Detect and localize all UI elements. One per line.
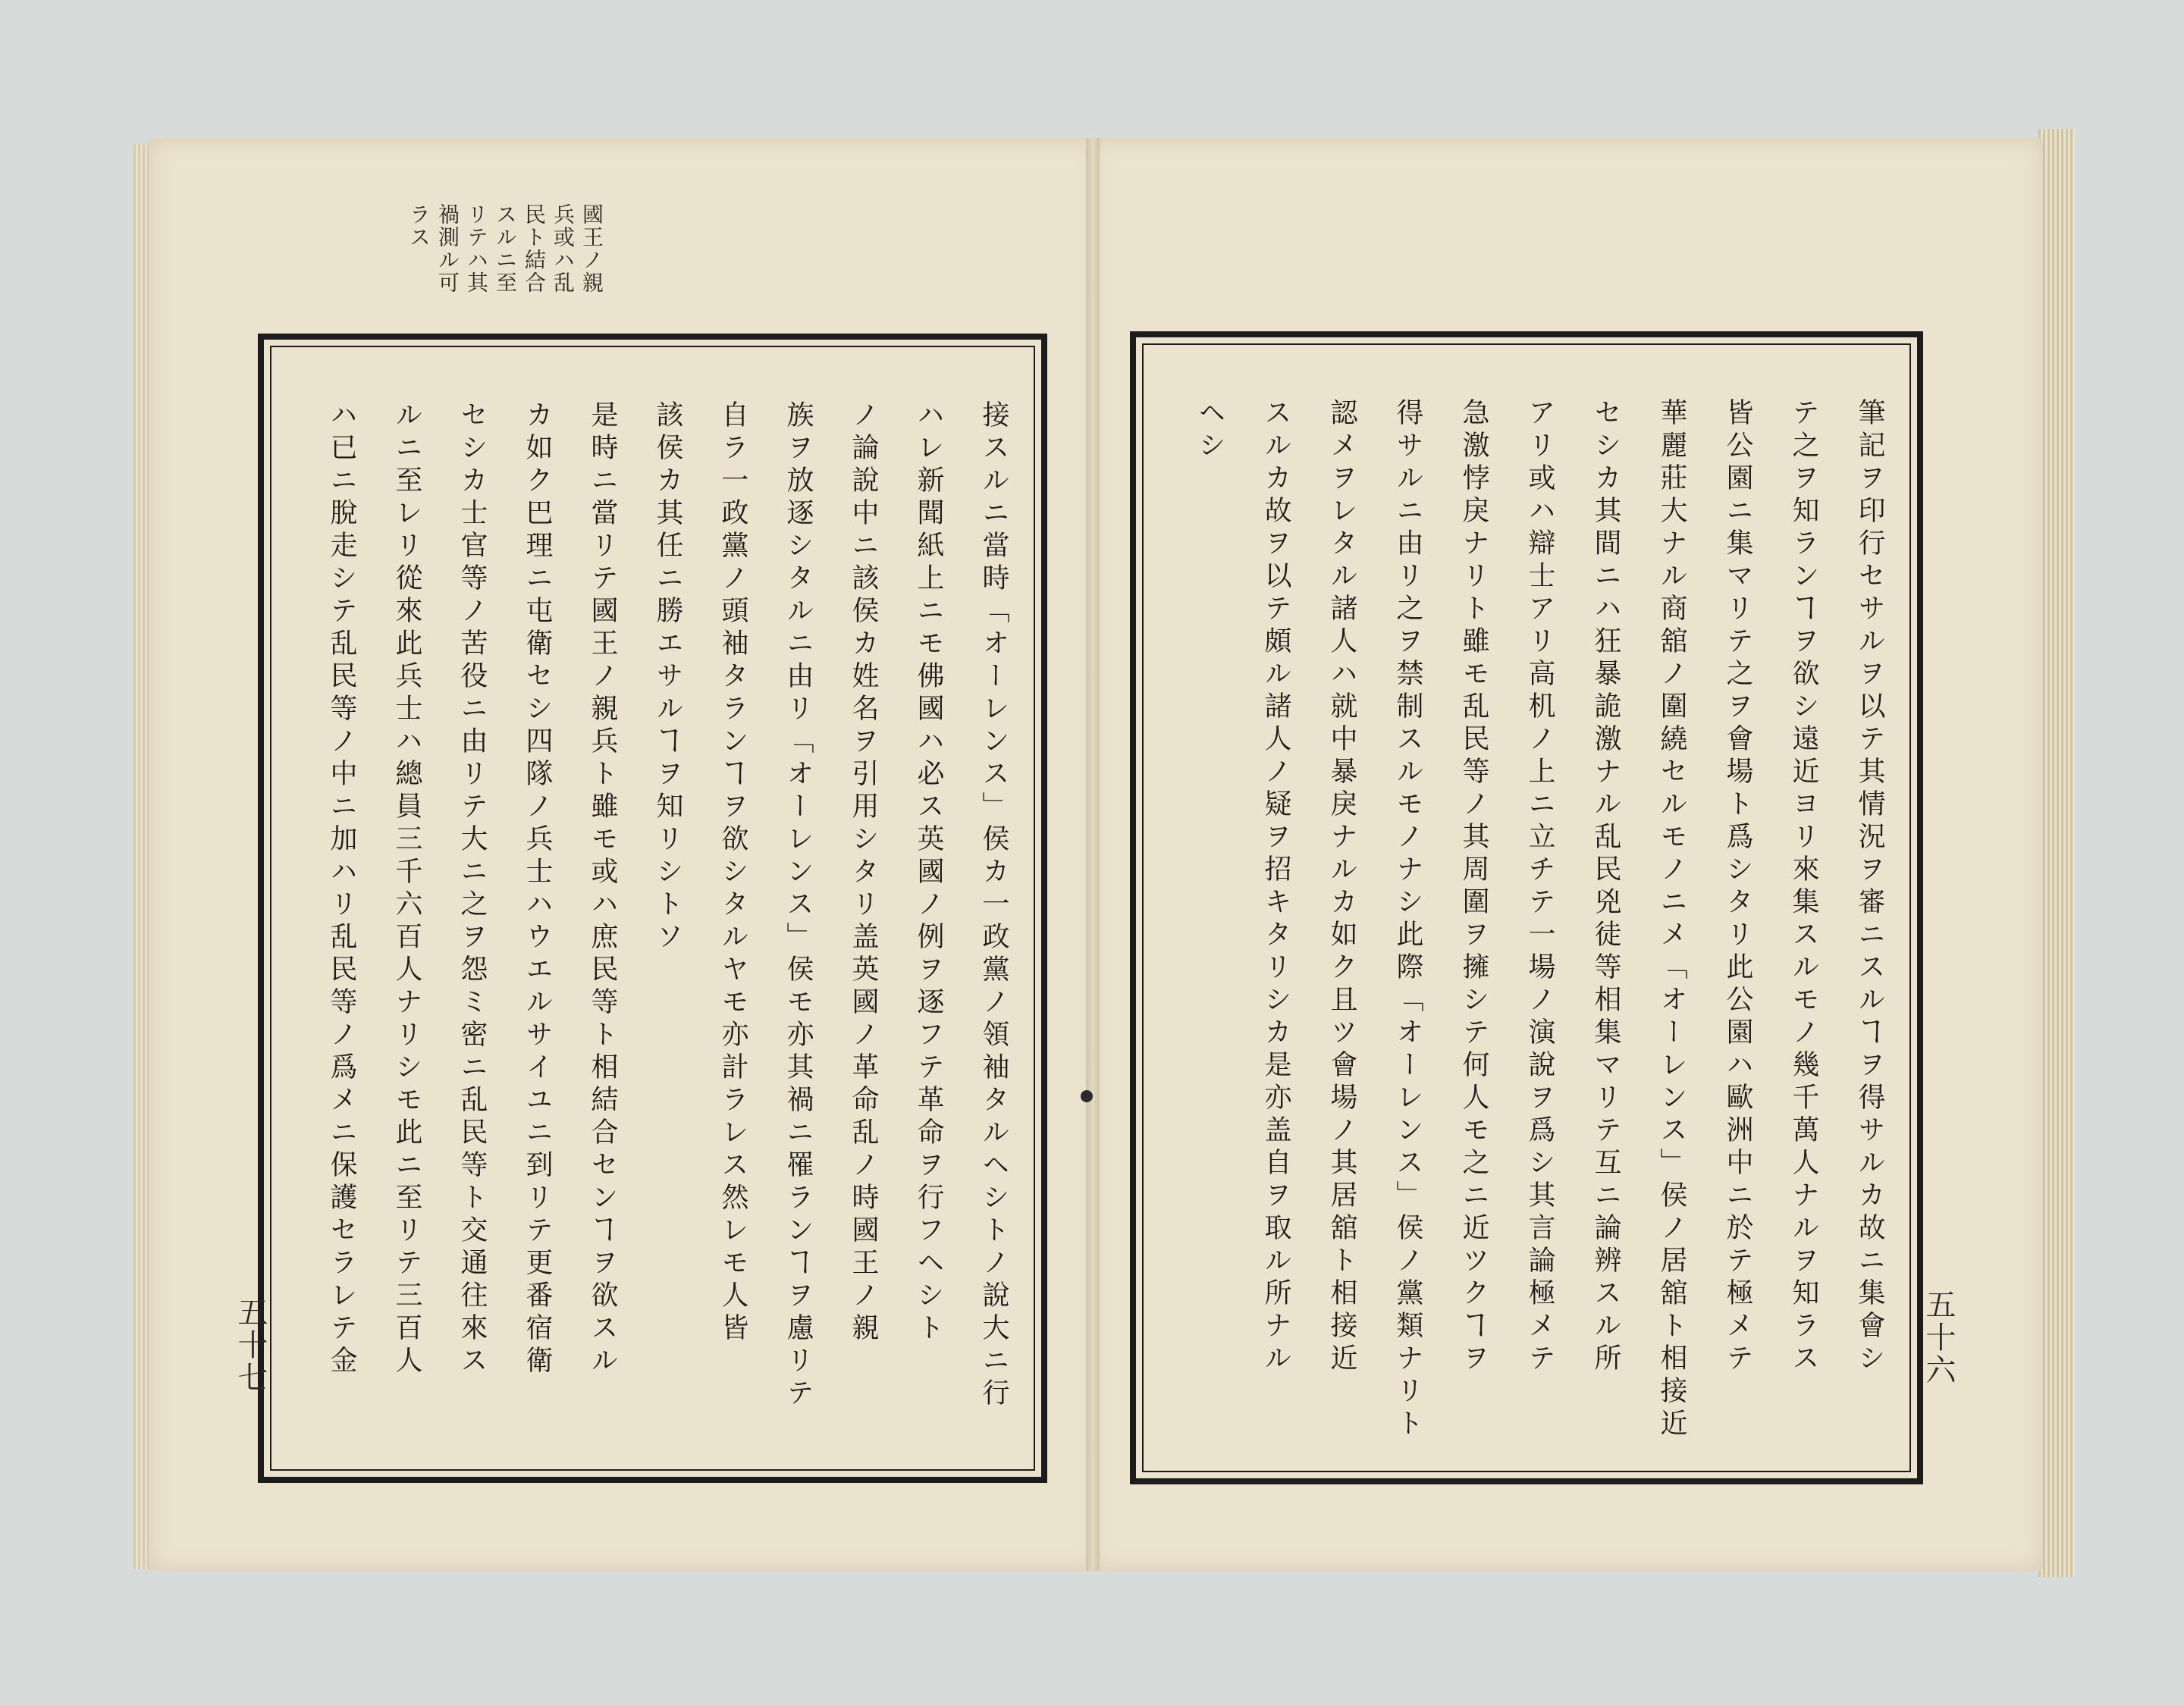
text-column: アリ或ハ辯士アリ高机ノ上ニ立チテ一場ノ演說ヲ爲シ其言論極メテ <box>1524 398 1555 1376</box>
text-column: ハレ新聞紙上ニモ佛國ハ必ス英國ノ例ヲ逐フテ革命ヲ行フヘシト <box>913 400 944 1346</box>
right-page-number: 五十六 <box>1921 1289 1956 1387</box>
marginal-note-line: 國王ノ親 <box>579 203 604 294</box>
text-column: 急激悖戾ナリト雖モ乱民等ノ其周圍ヲ擁シテ何人モ之ニ近ツクヿヲ <box>1458 398 1489 1376</box>
left-columns <box>264 340 1041 1477</box>
text-column: ハ已ニ脫走シテ乱民等ノ中ニ加ハリ乱民等ノ爲メニ保護セラレテ金 <box>326 400 357 1378</box>
left-text-frame <box>258 334 1047 1483</box>
marginal-note-line: ラス <box>406 203 431 249</box>
text-column: 族ヲ放逐シタルニ由リ「オーレンス」侯モ亦其禍ニ罹ランヿヲ慮リテ <box>783 400 814 1411</box>
text-column: 華麗莊大ナル商舘ノ圍繞セルモノニメ「オーレンス」侯ノ居舘ト相接近 <box>1656 398 1687 1441</box>
left-page-number: 五十七 <box>233 1296 268 1394</box>
right-page-edge <box>2038 129 2075 1577</box>
binding-hole <box>1081 1090 1093 1102</box>
text-column: ノ論說中ニ該侯カ姓名ヲ引用シタリ盖英國ノ革命乱ノ時國王ノ親 <box>848 400 879 1346</box>
text-column: スルカ故ヲ以テ頗ル諸人ノ疑ヲ招キタリシカ是亦盖自ヲ取ル所ナル <box>1260 398 1291 1376</box>
text-column: セシカ其間ニハ狂暴詭激ナル乱民兇徒等相集マリテ互ニ論辨スル所 <box>1590 398 1621 1376</box>
text-column: 認メヲレタル諸人ハ就中暴戾ナルカ如ク且ツ會場ノ其居舘ト相接近 <box>1326 398 1357 1376</box>
text-column: 得サルニ由リ之ヲ禁制スルモノナシ此際「オーレンス」侯ノ黨類ナリト <box>1392 398 1423 1441</box>
text-column: テ之ヲ知ランヿヲ欲シ遠近ヨリ來集スルモノ幾千萬人ナルヲ知ラス <box>1788 398 1819 1376</box>
right-text-frame <box>1130 331 1923 1484</box>
marginal-note-line: 民ト結合 <box>522 203 547 294</box>
text-column: セシカ士官等ノ苦役ニ由リテ大ニ之ヲ怨ミ密ニ乱民等ト交通往來ス <box>457 400 488 1378</box>
marginal-note-line: 兵或ハ乱 <box>551 203 576 294</box>
marginal-note-line: スルニ至 <box>493 203 518 294</box>
text-column: 該侯カ其任ニ勝エサルヿヲ知リシトソ <box>652 400 683 954</box>
book-gutter <box>1086 138 1100 1571</box>
marginal-note-line: リテハ其 <box>464 203 489 294</box>
text-column: 自ラ一政黨ノ頭袖タランヿヲ欲シタルヤモ亦計ラレス然レモ人皆 <box>717 400 748 1346</box>
text-column: 筆記ヲ印行セサルヲ以テ其情況ヲ審ニスルヿヲ得サルカ故ニ集會シ <box>1854 398 1885 1376</box>
right-columns <box>1136 337 1917 1478</box>
text-column: 皆公園ニ集マリテ之ヲ會場ト爲シタリ此公園ハ歐洲中ニ於テ極メテ <box>1722 398 1753 1376</box>
text-column: ルニ至レリ從來此兵士ハ總員三千六百人ナリシモ此ニ至リテ三百人 <box>391 400 422 1378</box>
text-column: ヘシ <box>1194 398 1225 463</box>
text-column: 接スルニ當時「オーレンス」侯カ一政黨ノ領袖タルヘシトノ說大ニ行 <box>978 400 1009 1411</box>
text-column: 是時ニ當リテ國王ノ親兵ト雖モ或ハ庶民等ト相結合センヿヲ欲スル <box>587 400 618 1378</box>
text-column: カ如ク巴理ニ屯衛セシ四隊ノ兵士ハウエルサイユニ到リテ更番宿衛 <box>522 400 553 1378</box>
marginal-note-line: 禍測ル可 <box>435 203 460 294</box>
